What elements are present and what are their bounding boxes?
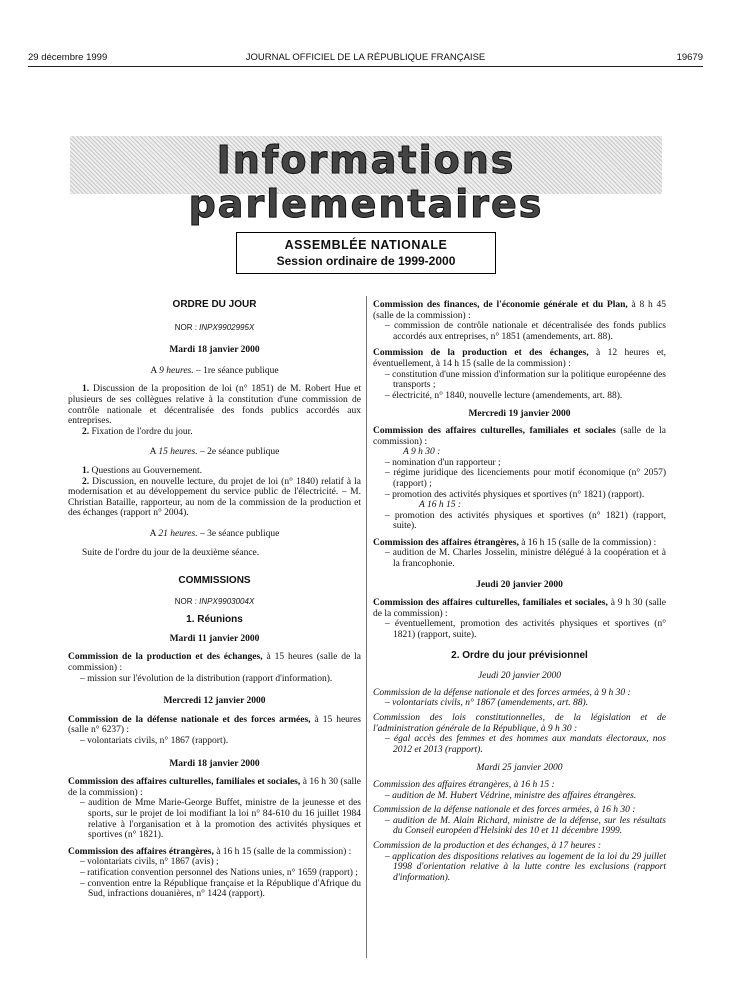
list-item: – audition de M. Charles Josselin, ministre délégué à la coopération et à la francophonie. [385,548,666,570]
session-name: Session ordinaire de 1999-2000 [276,254,456,268]
seance-heading: A 21 heures. – 3e séance publique [149,528,280,539]
nor-reference: NOR : INPX9903004X [174,596,255,606]
column-divider [366,296,367,958]
header-rule [28,66,703,67]
date-heading: Mercredi 19 janvier 2000 [468,409,571,420]
page-number: 19679 [676,52,703,63]
list-item: – nomination d'un rapporteur ; [385,457,501,468]
agenda-item: 2. Discussion, en nouvelle lecture, du projet de loi (n° 1840) relatif à la modernisation et au développement du service public de l'électricité. – M. Christian Bataille, rapporteur, au nom de la commission de la production et des échanges (rapport n° 2004). [68,476,361,519]
commission-entry: Commission de la production et des échanges, à 17 heures : [373,840,602,851]
agenda-item: Suite de l'ordre du jour de la deuxième séance. [82,547,260,558]
list-item: – promotion des activités physiques et sportives (n° 1821) (rapport, suite). [385,510,666,532]
time-subheading: A 9 h 30 : [403,447,441,458]
list-item: – commission de contrôle nationale et décentralisée des fonds publics accordés aux entreprises, n° 1851 (amendements, art. 88). [385,321,666,342]
list-item: – application des dispositions relatives au logement de la loi du 29 juillet 1998 d'orientation relative à la lutte contre les exclusions (rapport d'information). [385,851,666,883]
commission-entry: Commission de la défense nationale et des forces armées, à 15 heures (salle n° 6237) : [68,714,361,736]
ordre-du-jour-title: ORDRE DU JOUR [172,299,257,310]
list-item: – constitution d'une mission d'information sur la politique européenne des transports ; [385,369,666,391]
commission-entry: Commission des finances, de l'économie générale et du Plan, à 8 h 45 (salle de la commission) : [373,300,666,321]
list-item: – ratification convention personnel des Nations unies, n° 1659 (rapport) ; [80,867,358,878]
seance-heading: A 9 heures. – 1re séance publique [150,365,279,376]
list-item: – volontariats civils, n° 1867 (avis) ; [80,857,219,868]
reunions-title: 1. Réunions [186,614,243,626]
commission-entry: Commission de la production et des échanges, à 12 heures et, éventuellement, à 14 h 15 (salle de la commission) : [373,348,666,369]
date-heading: Mercredi 12 janvier 2000 [163,696,266,707]
commissions-title: COMMISSIONS [178,575,251,587]
list-item: – éventuellement, promotion des activités physiques et sportives (n° 1821) (rapport, suite). [385,619,666,641]
date-heading: Mardi 11 janvier 2000 [169,633,260,644]
date-heading: Jeudi 20 janvier 2000 [477,671,562,682]
list-item: – audition de M. Alain Richard, ministre de la défense, sur les résultats du Conseil européen d'Helsinki des 10 et 11 décembre 1999. [385,815,666,837]
journal-title: JOURNAL OFFICIEL DE LA RÉPUBLIQUE FRANÇAISE [245,52,486,63]
commission-entry: Commission des lois constitutionnelles, de la législation et de l'administration générale de la République, à 9 h 30 : [373,713,666,734]
commission-entry: Commission des affaires étrangères, à 16 h 15 (salle de la commission) : [373,537,657,548]
assembly-name: ASSEMBLÉE NATIONALE [284,238,448,252]
assembly-box [236,232,496,274]
date-heading: Mardi 18 janvier 2000 [169,345,260,356]
commission-entry: Commission des affaires étrangères, à 16 h 15 (salle de la commission) : [68,846,352,857]
nor-reference: NOR : INPX9902995X [174,322,255,332]
commission-entry: Commission de la défense nationale et des forces armées, à 16 h 30 : [373,805,636,816]
commission-entry: Commission de la défense nationale et des forces armées, à 9 h 30 : [373,687,631,698]
list-item: – audition de Mme Marie-George Buffet, ministre de la jeunesse et des sports, sur le projet de loi modifiant la loi n° 84-610 du 16 juillet 1984 relative à l'organisation et à la promotion des activités physiques et sportives (n° 1821). [80,798,361,841]
left-column [68,300,361,900]
list-item: – régime juridique des licenciements pour motif économique (n° 2057) (rapport) ; [385,468,666,489]
commission-entry: Commission des affaires culturelles, familiales et sociales, à 16 h 30 (salle de la commission) : [68,777,361,798]
list-item: – audition de M. Hubert Védrine, ministre des affaires étrangères. [385,790,637,801]
list-item: – mission sur l'évolution de la distribution (rapport d'information). [80,673,333,684]
commission-entry: Commission de la production et des échanges, à 15 heures (salle de la commission) : [68,652,361,674]
commission-entry: Commission des affaires culturelles, familiales et sociales, à 9 h 30 (salle de la commission) : [373,598,667,619]
running-header [28,52,703,66]
agenda-item: 1. Questions au Gouvernement. [82,465,203,476]
agenda-item: 1. Discussion de la proposition de loi (n° 1851) de M. Robert Hue et plusieurs de ses collègues relative à la constitution d'une commission de contrôle nationale et décentralisée des fonds publics accordés aux entreprises. [68,384,361,427]
right-column [373,300,666,883]
list-item: – promotion des activités physiques et sportives (n° 1821) (rapport). [385,489,645,500]
section-banner [70,136,662,226]
time-subheading: A 16 h 15 : [419,500,462,511]
commission-entry: Commission des affaires culturelles, familiales et sociales (salle de la commission) : [373,425,666,447]
list-item: – électricité, n° 1840, nouvelle lecture (amendements, art. 88). [385,390,623,401]
commission-entry: Commission des affaires étrangères, à 16 h 15 : [373,779,555,790]
list-item: – volontariats civils, n° 1867 (rapport). [80,736,229,747]
list-item: – convention entre la République française et la République d'Afrique du Sud, infractions douanières, n° 1424 (rapport). [80,878,361,900]
previsionnel-title: 2. Ordre du jour prévisionnel [451,649,588,661]
date-heading: Mardi 25 janvier 2000 [476,763,563,774]
date-heading: Jeudi 20 janvier 2000 [476,579,563,590]
list-item: – volontariats civils, n° 1867 (amendements, art. 88). [385,698,589,709]
issue-date: 29 décembre 1999 [28,52,108,63]
date-heading: Mardi 18 janvier 2000 [169,758,260,769]
seance-heading: A 15 heures. – 2e séance publique [149,447,280,458]
list-item: – égal accès des femmes et des hommes aux mandats électoraux, nos 2012 et 2013 (rapport). [385,734,666,755]
banner-title: Informations parlementaires [188,138,544,226]
agenda-item: 2. Fixation de l'ordre du jour. [82,426,193,437]
